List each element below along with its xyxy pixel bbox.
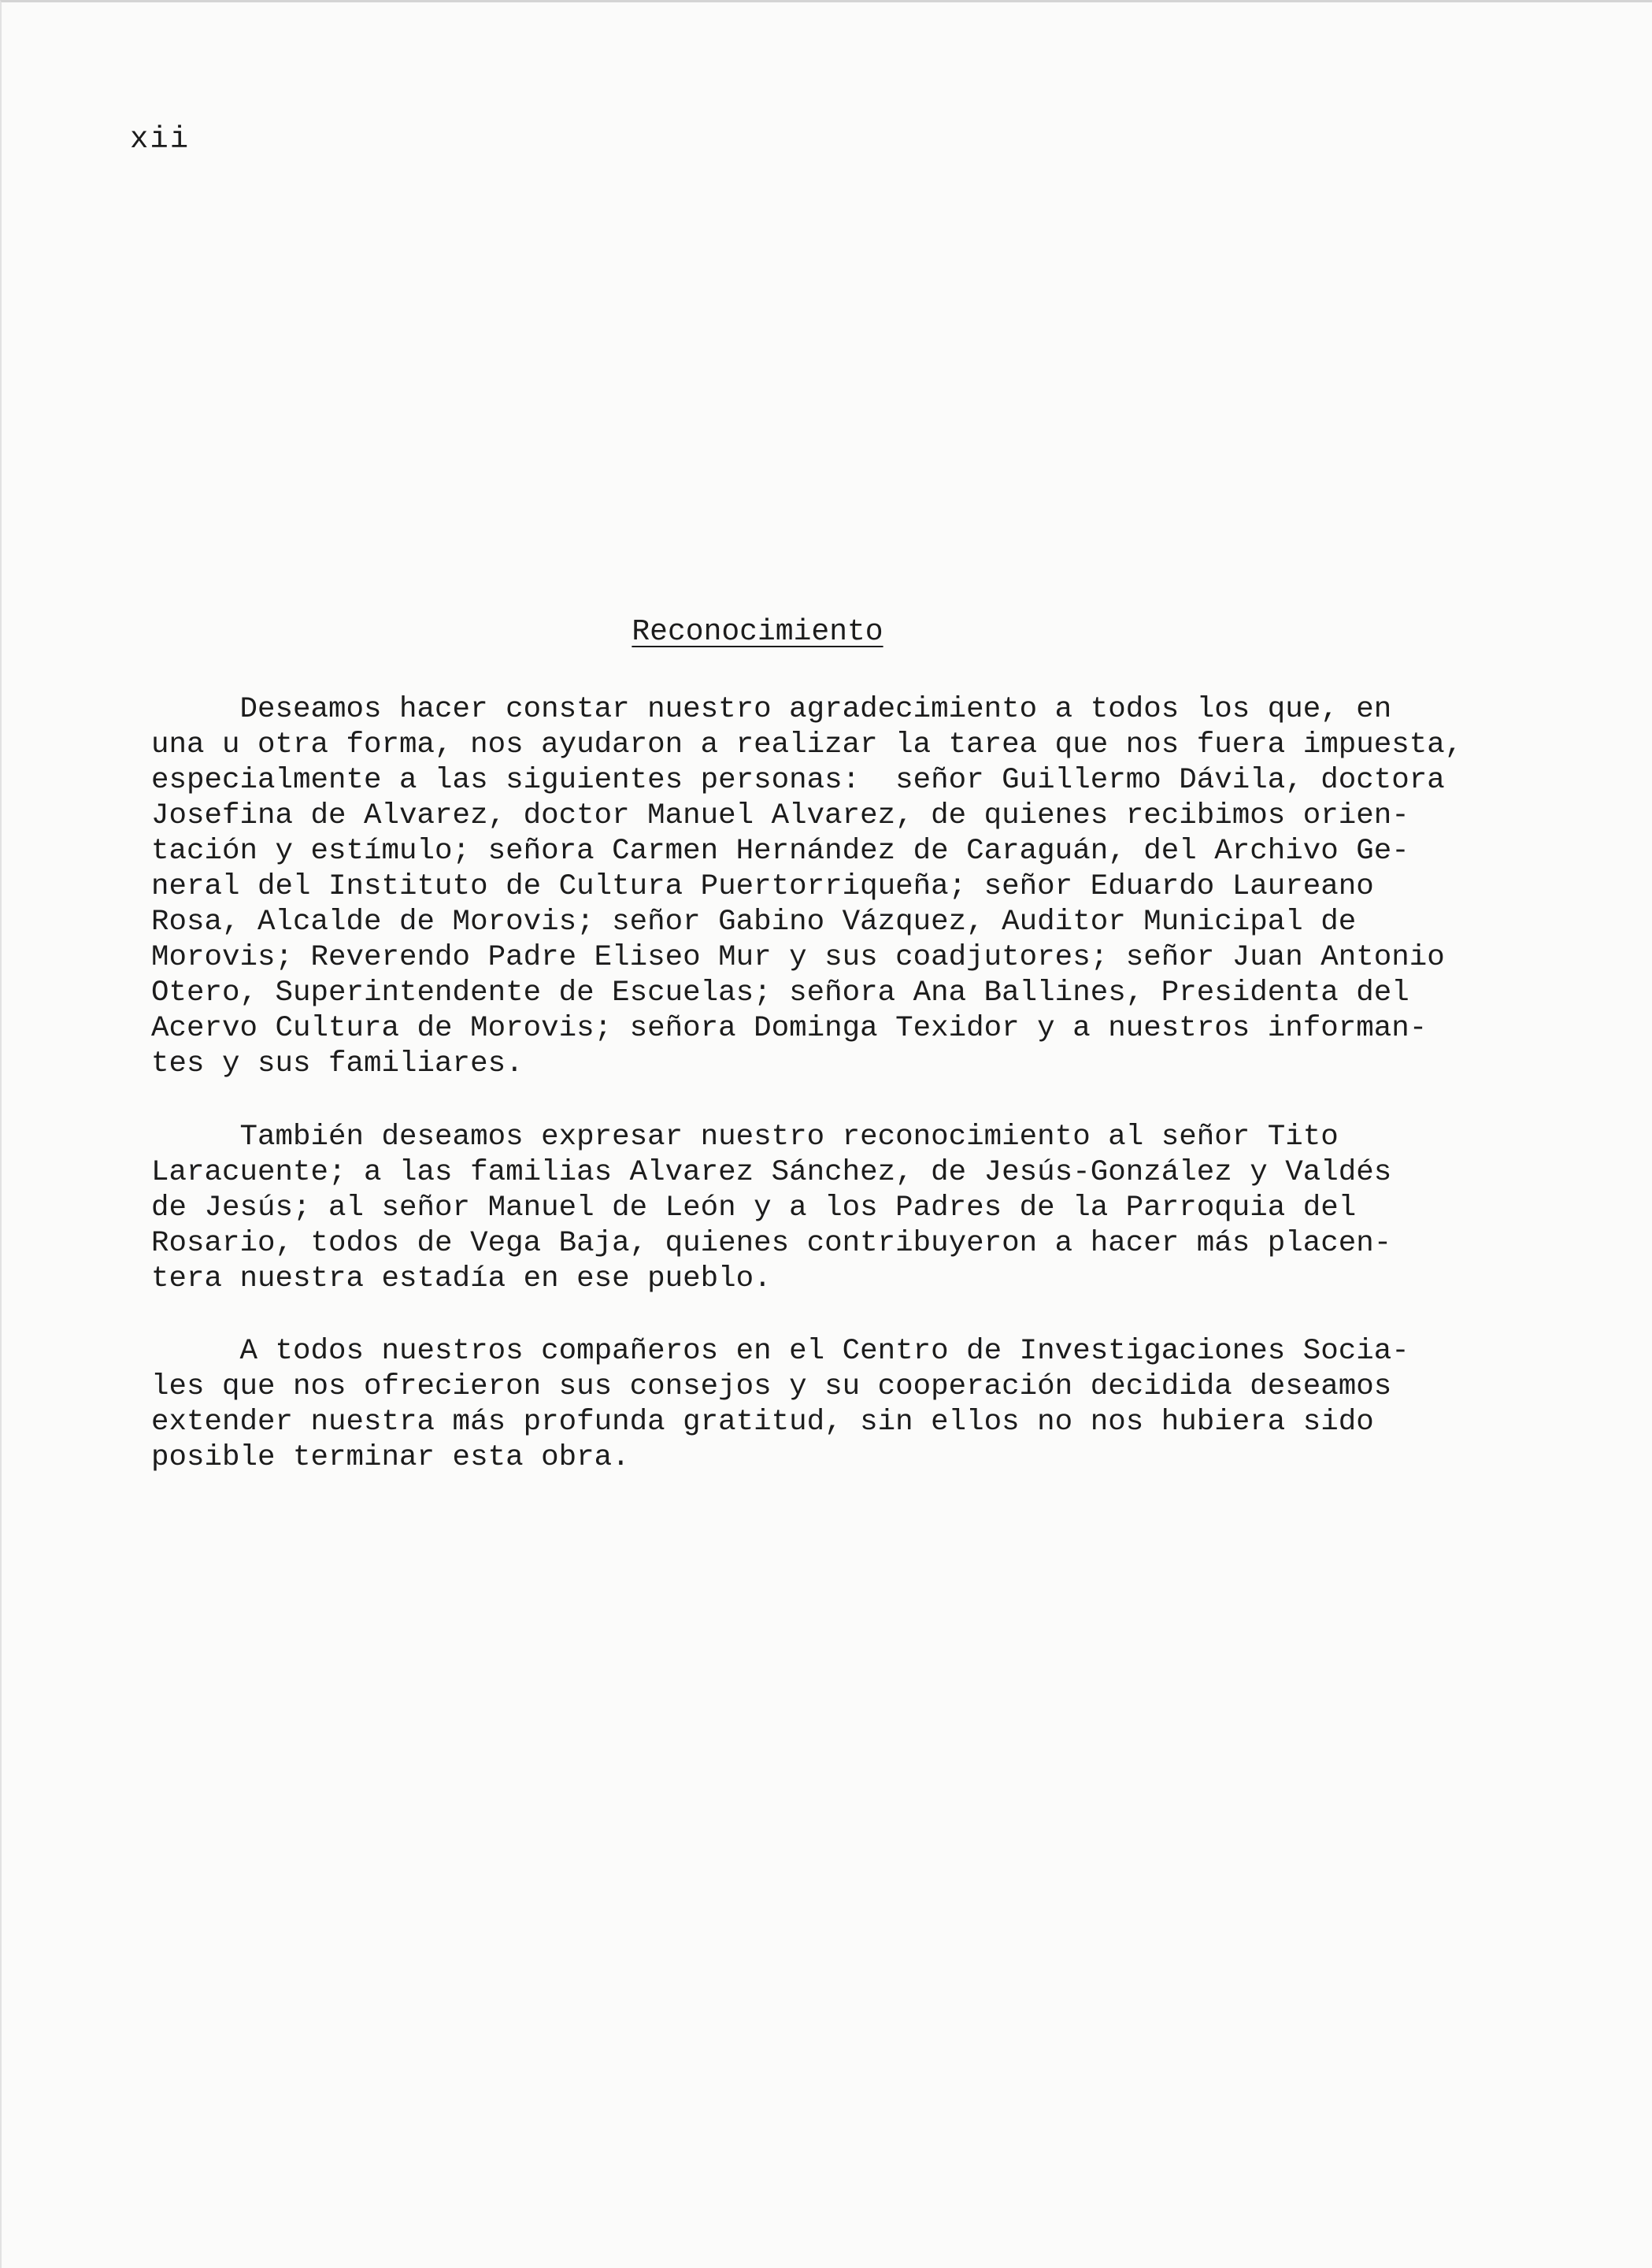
section-heading: Reconocimiento xyxy=(632,615,883,649)
acknowledgement-paragraph-2: También deseamos expresar nuestro reconocimiento al señor Tito Laracuente; a las familias Alvarez Sánchez, de Jesús-González y Valdés de Jesús; al señor Manuel de León y a los Padres de la Parroquia del Rosario, todos de Vega Baja, quienes contribuyeron a hacer más placen- tera nuestra estadía en ese pueblo. xyxy=(151,1121,1392,1295)
acknowledgement-paragraph-3: A todos nuestros compañeros en el Centro de Investigaciones Socia- les que nos ofrecieron sus consejos y su cooperación decidida deseamos extender nuestra más profunda gratitud, sin ellos no nos hubiera sido posible terminar esta obra. xyxy=(151,1335,1409,1474)
page-number: xii xyxy=(130,122,191,157)
acknowledgement-paragraph-1: Deseamos hacer constar nuestro agradecimiento a todos los que, en una u otra forma, nos ayudaron a realizar la tarea que nos fuera impuesta, especialmente a las siguientes personas: señor Guillermo Dávila, doctora Josefina de Alvarez, doctor Manuel Alvarez, de quienes recibimos orien- tación y estímulo; señora Carmen Hernández de Caraguán, del Archivo Ge- neral del Instituto de Cultura Puertorriqueña; señor Eduardo Laureano Rosa, Alcalde de Morovis; señor Gabino Vázquez, Auditor Municipal de Morovis; Reverendo Padre Eliseo Mur y sus coadjutores; señor Juan Antonio Otero, Superintendente de Escuelas; señora Ana Ballines, Presidenta del Acervo Cultura de Morovis; señora Dominga Texidor y a nuestros informan- tes y sus familiares. xyxy=(151,693,1463,1080)
